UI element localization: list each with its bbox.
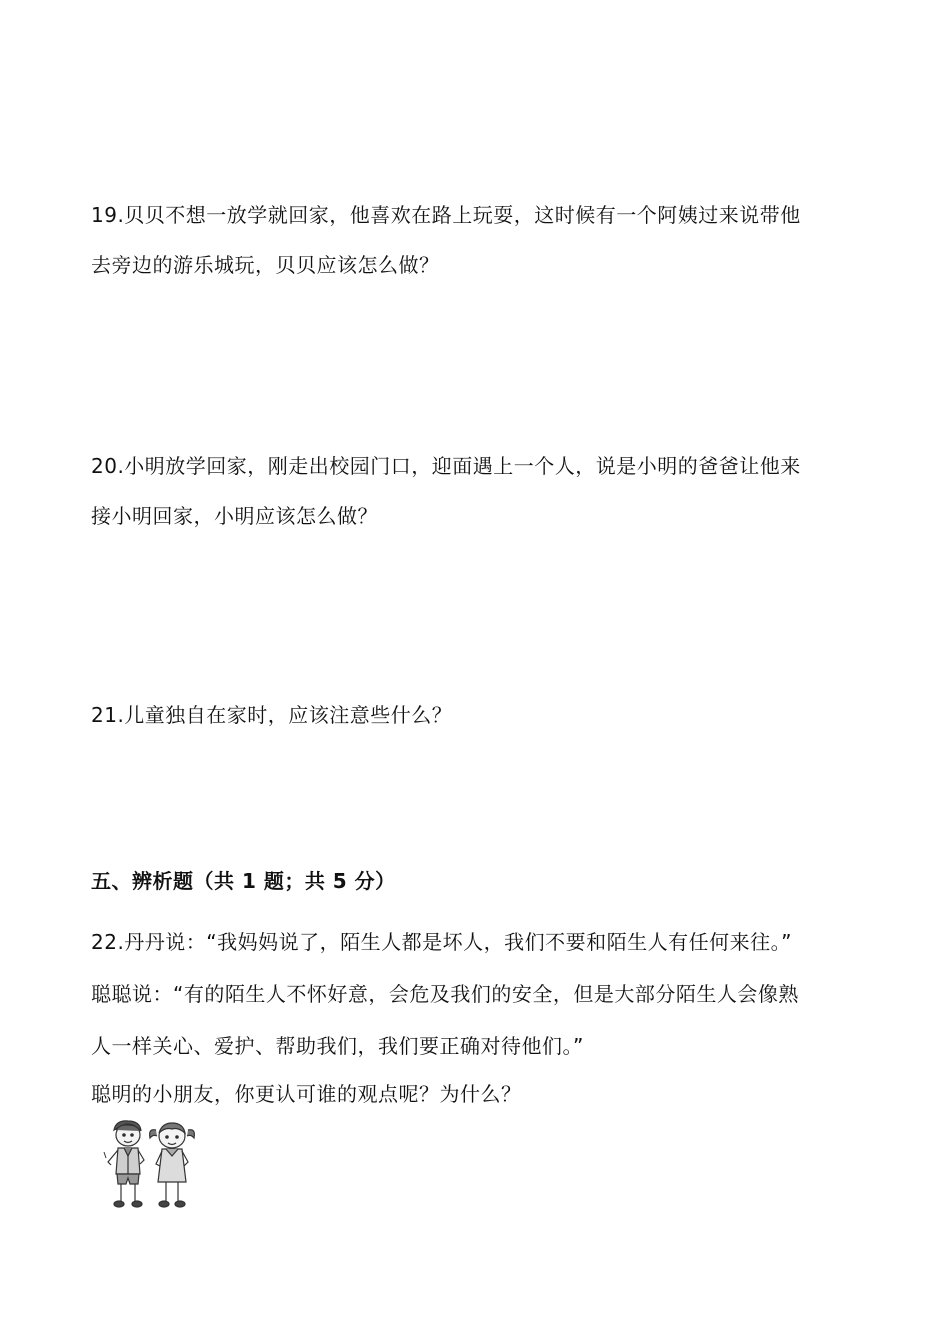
question-22: [91, 916, 871, 1116]
question-22-line-1: 22.丹丹说：“我妈妈说了，陌生人都是坏人，我们不要和陌生人有任何来往。”: [91, 930, 793, 954]
boy-figure: [104, 1121, 144, 1207]
question-22-line-2: 聪聪说：“有的陌生人不怀好意，会危及我们的安全，但是大部分陌生人会像熟: [91, 982, 799, 1006]
question-21: [91, 690, 871, 740]
children-illustration: [100, 1118, 200, 1213]
question-19: [91, 190, 871, 290]
question-22-line-4: 聪明的小朋友，你更认可谁的观点呢？为什么？: [91, 1082, 522, 1106]
section-5-heading: [91, 856, 871, 906]
girl-figure: [150, 1123, 195, 1207]
question-20-line-1: 20.小明放学回家，刚走出校园门口，迎面遇上一个人，说是小明的爸爸让他来: [91, 454, 801, 478]
question-21-line-1: 21.儿童独自在家时，应该注意些什么？: [91, 703, 453, 727]
question-22-line-3: 人一样关心、爱护、帮助我们，我们要正确对待他们。”: [91, 1034, 584, 1058]
question-19-line-2: 去旁边的游乐城玩，贝贝应该怎么做？: [91, 253, 440, 277]
section-5-title: 五、辨析题（共 1 题；共 5 分）: [91, 869, 396, 893]
question-19-line-1: 19.贝贝不想一放学就回家，他喜欢在路上玩耍，这时候有一个阿姨过来说带他: [91, 203, 801, 227]
question-20: [91, 441, 871, 541]
question-20-line-2: 接小明回家，小明应该怎么做？: [91, 504, 378, 528]
